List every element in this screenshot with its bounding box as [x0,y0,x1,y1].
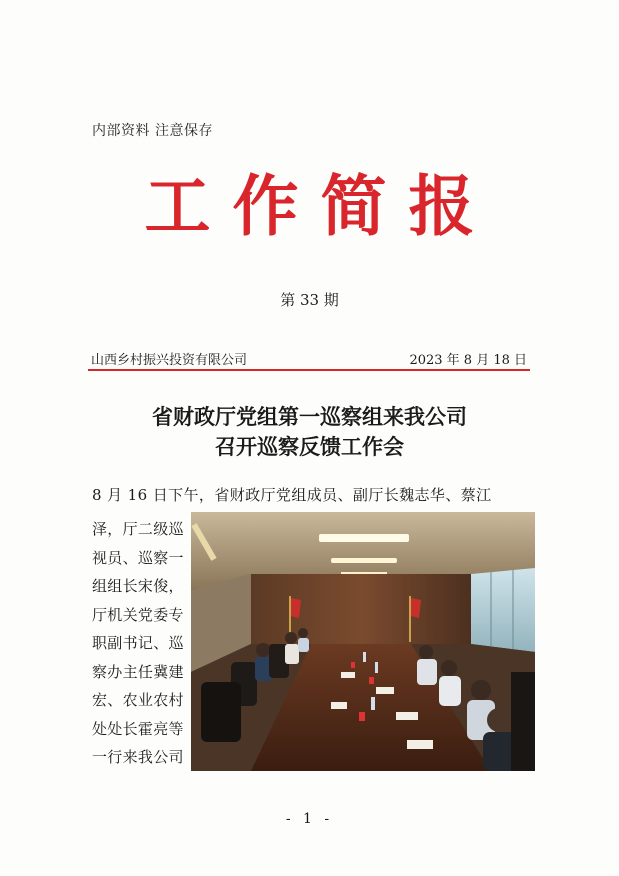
organization-name: 山西乡村振兴投资有限公司 [91,353,248,368]
masthead-title: 工作简报 [144,167,497,245]
column-line: 一行来我公司 [92,748,184,766]
meeting-photo [191,512,535,771]
headline-line-2: 召开巡察反馈工作会 [215,434,404,459]
column-line: 厅机关党委专 [92,605,184,624]
article-headline [0,402,619,462]
headline-line-1: 省财政厅党组第一巡察组来我公司 [152,404,467,429]
column-line: 宏、农业农村 [92,691,184,709]
issue-number: 第 33 期 [280,291,339,309]
page-number: - 1 - [285,811,334,827]
internal-note: 内部资料 注意保存 [92,123,213,139]
column-line: 处处长霍亮等 [92,719,184,738]
column-line: 组组长宋俊， [92,577,184,595]
meeting-room-illustration [191,512,535,771]
issue-date: 2023 年 8 月 18 日 [409,353,527,368]
column-line: 职副书记、巡 [92,634,184,652]
red-divider [88,369,530,371]
column-line: 察办主任冀建 [92,662,184,681]
column-line: 视员、巡察一 [92,548,184,567]
column-line: 泽，厅二级巡 [92,520,184,538]
paragraph-first-line: 8 月 16 日下午，省财政厅党组成员、副厅长魏志华、蔡江 [92,486,492,504]
wrapped-text-column [92,515,188,772]
